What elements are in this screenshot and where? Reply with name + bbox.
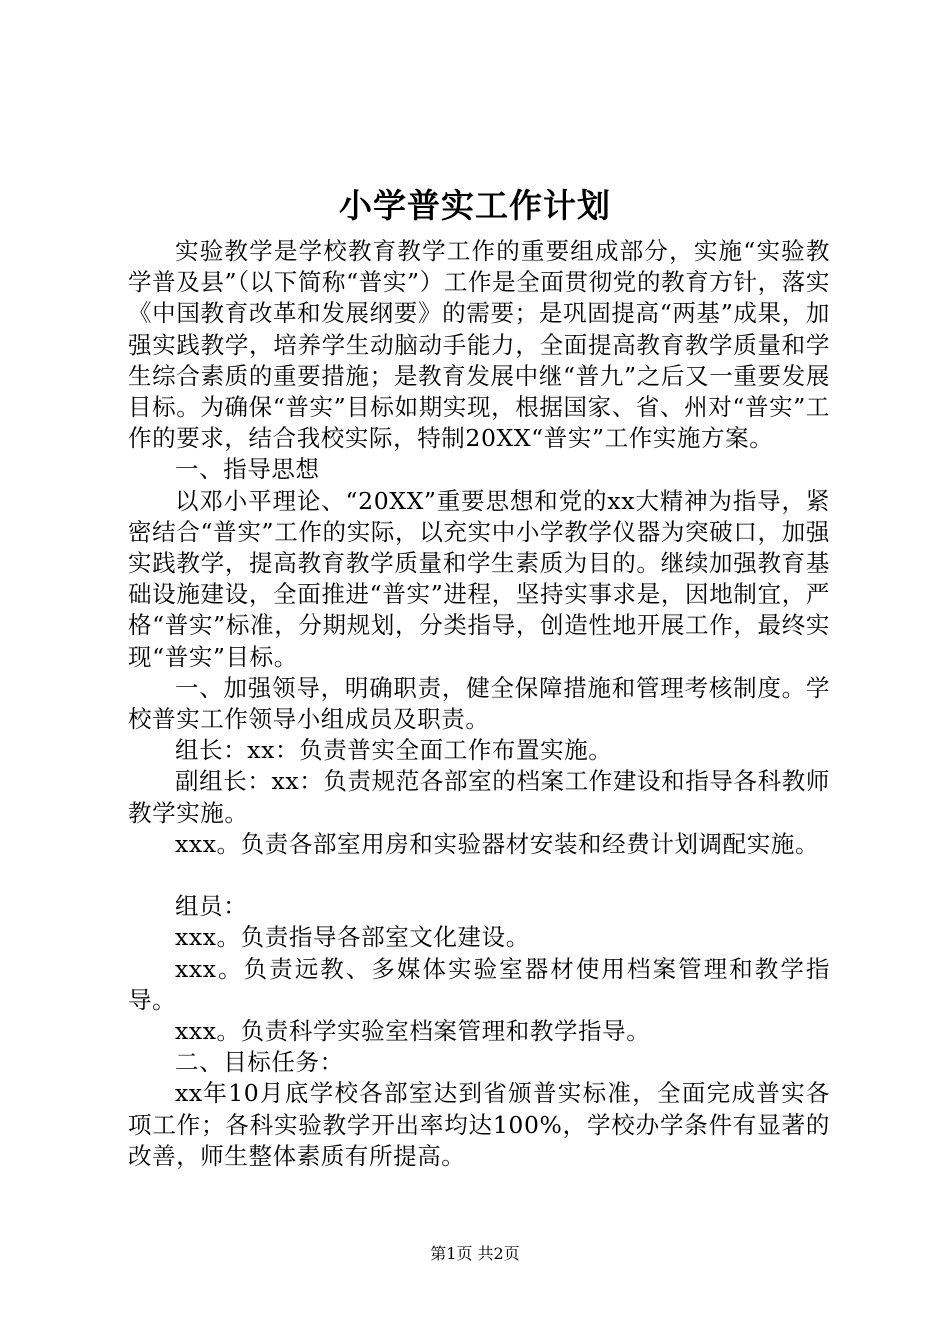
- members-label: 组员：: [175, 892, 248, 921]
- leader-line: 组长：xx：负责普实全面工作布置实施。: [175, 736, 613, 765]
- section-heading-leadership: 一、加强领导，明确职责，健全保障措施和管理考核制度。学校普实工作领导小组成员及职责。: [128, 673, 830, 734]
- deputy-leader-line: 副组长：xx：负责规范各部室的档案工作建设和指导各科教师教学实施。: [128, 767, 830, 827]
- member-duty-line: xxx。负责科学实验室档案管理和教学指导。: [175, 1017, 651, 1046]
- section-heading-goals: 二、目标任务：: [175, 1048, 344, 1077]
- section-heading-guiding-ideology: 一、指导思想: [175, 455, 320, 484]
- goals-paragraph: xx年10月底学校各部室达到省颁普实标准，全面完成普实各项工作；各科实验教学开出率均达100%，学校办学条件有显著的改善，师生整体素质有所提高。: [128, 1079, 830, 1170]
- member-duty-line: xxx。负责各部室用房和实验器材安装和经费计划调配实施。: [175, 829, 820, 858]
- guiding-ideology-paragraph: 以邓小平理论、“20XX”重要思想和党的xx大精神为指导，紧密结合“普实”工作的实际，以充实中小学教学仪器为突破口，加强实践教学，提高教育教学质量和学生素质为目的。继续加强教育基础设施建设，全面推进“普实”进程，坚持实事求是，因地制宜，严格“普实”标准，分期规划，分类指导，创造性地开展工作，最终实现“普实”目标。: [128, 486, 830, 671]
- member-duty-line: xxx。负责指导各部室文化建设。: [175, 923, 530, 952]
- member-duty-line: xxx。负责远教、多媒体实验室器材使用档案管理和教学指导。: [128, 954, 830, 1014]
- page-number-footer: 第1页 共2页: [430, 1244, 520, 1263]
- intro-paragraph: 实验教学是学校教育教学工作的重要组成部分，实施“实验教学普及县”（以下简称“普实”）工作是全面贯彻党的教育方针，落实《中国教育改革和发展纲要》的需要；是巩固提高“两基”成果，加强实践教学，培养学生动脑动手能力，全面提高教育教学质量和学生综合素质的重要措施；是教育发展中继“普九”之后又一重要发展目标。为确保“普实”目标如期实现，根据国家、省、州对“普实”工作的要求，结合我校实际，特制20XX“普实”工作实施方案。: [128, 237, 830, 453]
- document-title: 小学普实工作计划: [339, 186, 611, 225]
- document-body: [128, 236, 830, 1172]
